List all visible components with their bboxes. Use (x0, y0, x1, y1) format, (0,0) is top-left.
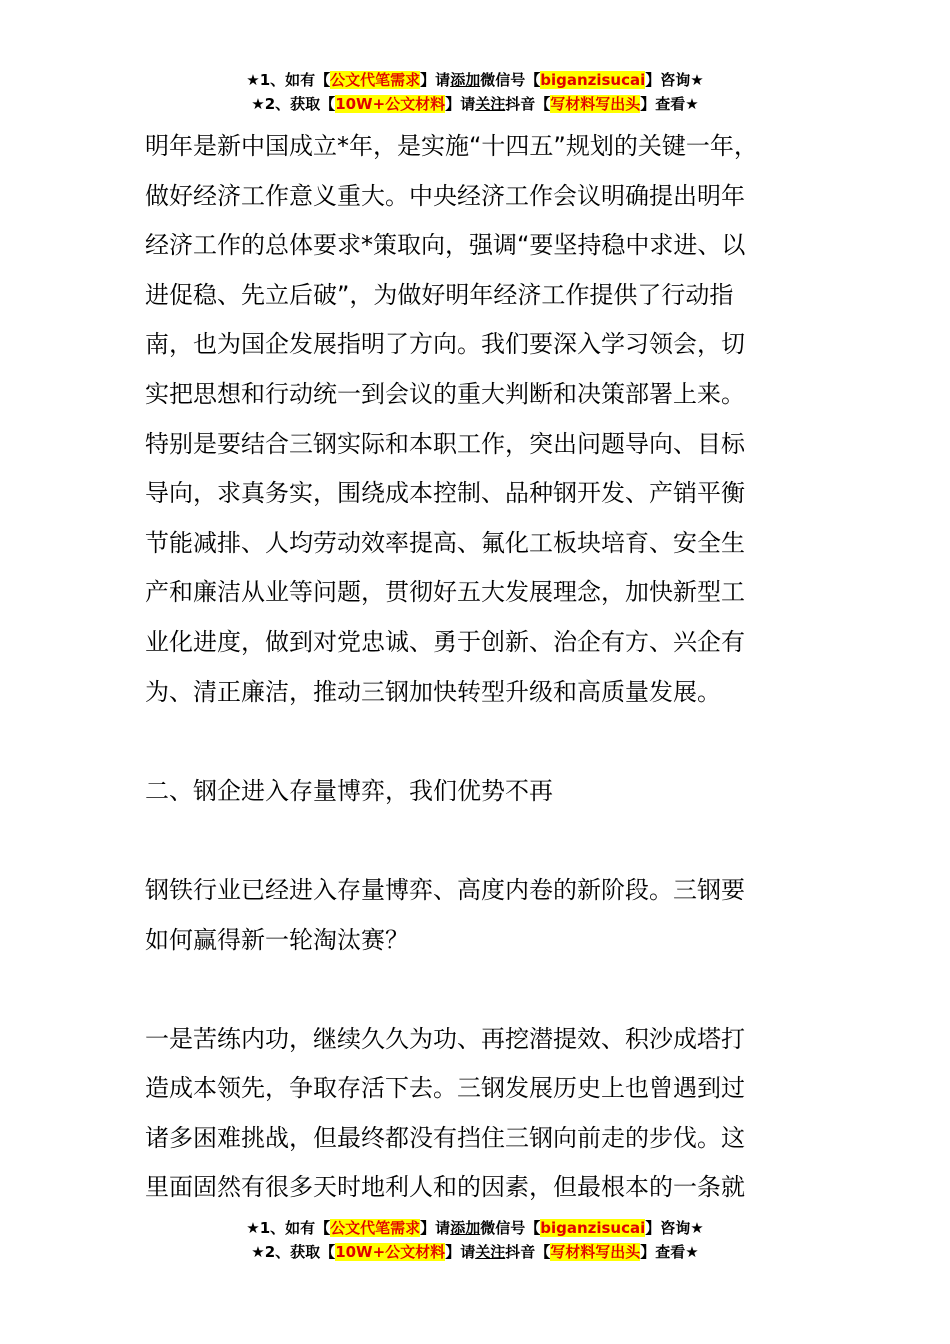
promo-line-1: ★1、如有【公文代笔需求】请添加微信号【biganzisucai】咨询★ (246, 1219, 704, 1237)
document-body (145, 122, 845, 1213)
section-heading-2: 二、钢企进入存量博弈，我们优势不再 (145, 776, 553, 805)
promo-banner-bottom (0, 1216, 950, 1264)
paragraph-1: 明年是新中国成立*年，是实施“十四五”规划的关键一年， 做好经济工作意义重大。中央经济工作会议明确提出明年 经济工作的总体要求*策取向，强调“要坚持稳中求进、以 进促稳、先立后破”，为做好明年经济工作提供了行动指 南，也为国企发展指明了方向。我们要深入学习领会，切 实把思想和行动统一到会议的重大判断和决策部署上来。 特别是要结合三钢实际和本职工作，突出问题导向、目标 导向，求真务实，围绕成本控制、品种钢开发、产销平衡 节能减排、人均劳动效率提高、氟化工板块培育、安全生 产和廉洁从业等问题，贯彻好五大发展理念，加快新型工 业化进度，做到对党忠诚、勇于创新、治企有方、兴企有 为、清正廉洁，推动三钢加快转型升级和高质量发展。 (145, 132, 758, 706)
highlight-wechat-id: biganzisucai (540, 1219, 646, 1237)
highlight-douyin-id: 写材料写出头 (550, 95, 641, 113)
paragraph-2: 钢铁行业已经进入存量博弈、高度内卷的新阶段。三钢要 如何赢得新一轮淘汰赛？ (145, 875, 745, 954)
highlight-douyin-id: 写材料写出头 (550, 1243, 641, 1261)
highlight-wechat-id: biganzisucai (540, 71, 646, 89)
promo-banner-top (0, 68, 950, 116)
promo-line-2: ★2、获取【10W+公文材料】请关注抖音【写材料写出头】查看★ (251, 95, 699, 113)
promo-line-2: ★2、获取【10W+公文材料】请关注抖音【写材料写出头】查看★ (251, 1243, 699, 1261)
highlight-service: 公文代笔需求 (330, 1219, 421, 1237)
highlight-materials: 10W+公文材料 (335, 95, 446, 113)
promo-line-1: ★1、如有【公文代笔需求】请添加微信号【biganzisucai】咨询★ (246, 71, 704, 89)
paragraph-3: 一是苦练内功，继续久久为功、再挖潜提效、积沙成塔打 造成本领先，争取存活下去。三钢发展历史上也曾遇到过 诸多困难挑战，但最终都没有挡住三钢向前走的步伐。这 里面固然有很多天时地利人和的因素，但最根本的一条就 (145, 1024, 745, 1202)
highlight-materials: 10W+公文材料 (335, 1243, 446, 1261)
highlight-service: 公文代笔需求 (330, 71, 421, 89)
